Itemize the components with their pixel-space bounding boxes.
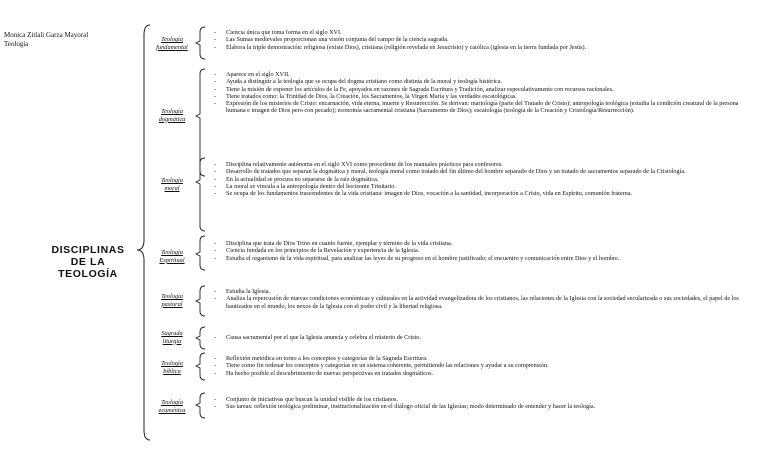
list-item: - Reflexión metódica en torno a los conceptos y categorías de la Sagrada Escritura. — [214, 355, 744, 362]
author-role: Teologia — [4, 40, 29, 48]
category-label-dogmatica — [150, 108, 194, 123]
category-label-line: pastoral — [161, 300, 183, 308]
list-item: - Disciplina relativamente autónoma en el siglo XVI como procedente de los manuales prácticos para confesores. — [214, 161, 744, 168]
category-label-line: Teología — [161, 108, 183, 115]
category-label-line: ecuménica — [158, 406, 186, 414]
category-items-biblica — [214, 355, 744, 377]
list-item: - Causa sacramental por el que la Iglesia anuncia y celebra el misterio de Cristo. — [214, 334, 744, 341]
category-items-espiritual — [214, 240, 744, 262]
category-label-moral — [150, 177, 194, 192]
main-bracket — [137, 25, 150, 440]
category-items-pastoral — [214, 288, 744, 310]
list-item: - Expresión de los misterios de Cristo: encarnación, vida eterna, muerte y Resurrección. Se derivan: mariología (parte del Tratado de Cristo); antropología teológica (estudia la condición creatural de la persona humana e imagen de Dios pero con pecado); economía sacramental cristiana (Sacramento de Dios); escatología (teología de la Creación y Cristología/Resurrección). — [214, 100, 744, 115]
list-item: - En la actualidad se procura no separarse de la raíz dogmática. — [214, 176, 744, 183]
category-items-moral — [214, 161, 744, 197]
list-item: - Analiza la repercusión de nuevas condiciones económicas y culturales en la actividad evangelizadora de los cristianos, las relaciones de la Iglesia con la sociedad secularizada o sus sociedades, el papel de los bautizados en el mundo, los nexos de la Iglesia con el poder civil y la libertad religiosa. — [214, 295, 744, 310]
list-item: - La moral se vincula a la antropología dentro del horizonte Trinitario. — [214, 183, 744, 190]
main-title-line: DE LA — [70, 256, 106, 268]
category-label-line: bíblica — [163, 367, 181, 375]
category-label-espiritual — [150, 249, 194, 264]
category-items-ecumenica — [214, 396, 744, 411]
category-bracket — [196, 327, 205, 349]
list-item: - Conjunto de iniciativas que buscan la unidad visible de los cristianos. — [214, 396, 744, 403]
category-items-dogmatica — [214, 71, 744, 115]
category-label-line: liturgia — [162, 337, 182, 345]
category-label-line: Espiritual — [159, 256, 185, 264]
list-item: - Aparece en el siglo XVII. — [214, 71, 744, 78]
category-bracket — [196, 236, 205, 270]
category-label-pastoral — [150, 293, 194, 308]
list-item: - Tiene tratados como: la Trinidad de Dios, la Creación, los Sacramentos, la Virgen María y las verdades escatológicas. — [214, 93, 744, 100]
list-item: - Sus tareas: reflexión teológica preliminar, institucionalización en el diálogo oficial de las Iglesias; modo determinado de entender y hacer la teología. — [214, 403, 744, 410]
list-item: - Ayuda a distinguir a la teología que se ocupa del dogma cristiano como distinta de la moral y teología histórica. — [214, 78, 744, 85]
list-item: - Se ocupa de los fundamentos trascendentes de la vida cristiana: imagen de Dios, vocación a la santidad, incorporación a Cristo, vida en Espíritu, comunión fraterna. — [214, 190, 744, 197]
category-label-line: fundamental — [156, 43, 188, 51]
category-label-line: dogmática — [158, 115, 186, 123]
category-label-line: Teología — [161, 249, 183, 256]
list-item: - Elabora la triple demostración: religiosa (existe Dios), cristiana (religión revelada en Jesucristo) y católica (iglesia en la tierra fundada por Jesús). — [214, 44, 744, 51]
category-label-liturgia — [150, 330, 194, 345]
main-title-line: DISCIPLINAS — [51, 244, 125, 256]
list-item: - Disciplina que trata de Dios Trino en cuanto fuente, ejemplar y término de la vida cristiana. — [214, 240, 744, 247]
category-label-line: Teología — [161, 293, 183, 300]
category-label-line: Teología — [161, 399, 183, 406]
category-label-line: Teología — [161, 36, 183, 43]
author-name: Monica Zitlali Garza Mayoral — [4, 31, 89, 39]
category-bracket — [196, 286, 205, 316]
category-bracket — [196, 27, 205, 59]
list-item: - Estudia el organismo de la vida espiritual, para analizar las leyes de su progreso en el hombre justificado; el encuentro y comunicación entre Dios y el hombre. — [214, 255, 744, 262]
category-label-line: Sagrada — [161, 330, 183, 337]
list-item: - Desarrollo de tratados que separan la dogmática y moral, teología moral como tratado del fin último del hombre separado de Dios y un tratado de sacramentos separado de la Cristología. — [214, 168, 744, 175]
list-item: - Ciencia única que toma forma en el siglo XVI. — [214, 29, 744, 36]
category-label-line: Teología — [161, 177, 183, 184]
category-bracket — [196, 353, 205, 380]
list-item: - Tiene como fin ordenar los conceptos y categorías en un sistema coherente, permitiendo las relaciones y ayudar a su comprensión. — [214, 362, 744, 369]
list-item: - Las Sumas medievales proporcionan una visión conjunta del campo de la ciencia sagrada. — [214, 36, 744, 43]
main-title-line: TEOLOGÍA — [58, 268, 118, 280]
category-label-fundamental — [150, 36, 194, 51]
list-item: - Ha hecho posible el descubrimiento de nuevas perspectivas en tratados dogmáticos. — [214, 370, 744, 377]
category-label-line: moral — [164, 184, 180, 192]
category-label-biblica — [150, 360, 194, 375]
category-items-fundamental — [214, 29, 744, 51]
category-bracket — [196, 393, 205, 418]
category-bracket — [196, 158, 205, 231]
list-item: - Ciencia fundada en los principios de la Revelación y experiencia de la Iglesia. — [214, 247, 744, 254]
category-label-line: Teología — [161, 360, 183, 367]
category-items-liturgia — [214, 334, 744, 341]
list-item: - Tiene la misión de exponer los artículos de la Fe, apoyados en razones de Sagrada Escritura y Tradición, analizar especulativamente con recursos racionales. — [214, 86, 744, 93]
list-item: - Estudia la Iglesia. — [214, 288, 744, 295]
category-label-ecumenica — [150, 399, 194, 414]
